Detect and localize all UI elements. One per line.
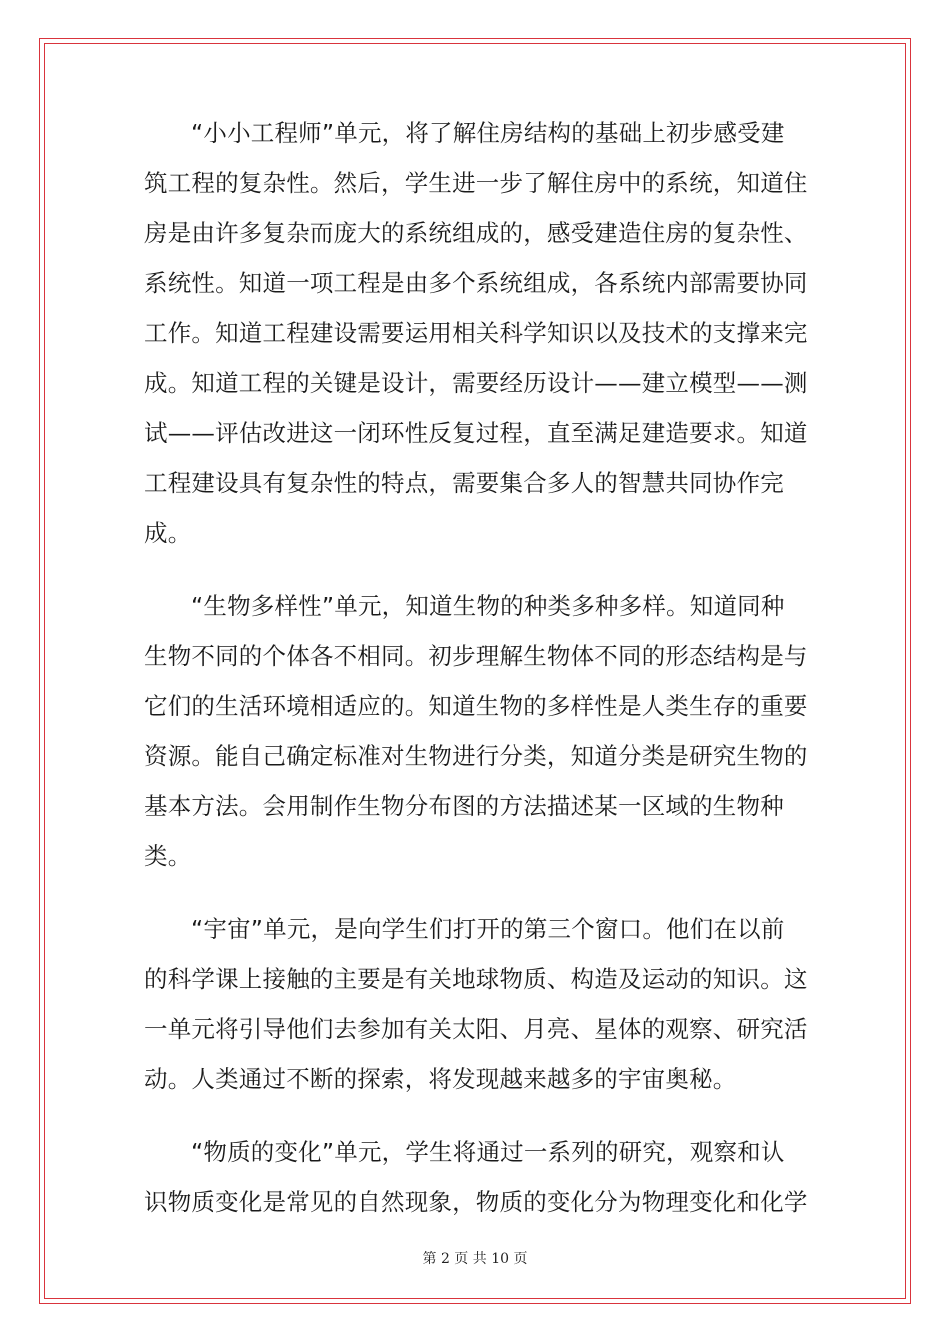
paragraph-universe-unit (144, 904, 809, 1104)
text-line: “生物多样性”单元，知道生物的种类多种多样。知道同种 (191, 592, 785, 620)
text-line: 成。知道工程的关键是设计，需要经历设计——建立模型——测 (144, 369, 808, 397)
text-line: 工作。知道工程建设需要运用相关科学知识以及技术的支撑来完 (144, 319, 808, 347)
text-line: 房是由许多复杂而庞大的系统组成的，感受建造住房的复杂性、 (144, 219, 808, 247)
text-line: 的科学课上接触的主要是有关地球物质、构造及运动的知识。这 (144, 965, 808, 993)
text-line: 动。人类通过不断的探索，将发现越来越多的宇宙奥秘。 (144, 1065, 737, 1093)
text-line: “宇宙”单元，是向学生们打开的第三个窗口。他们在以前 (191, 915, 785, 943)
text-line: 生物不同的个体各不相同。初步理解生物体不同的形态结构是与 (144, 642, 808, 670)
paragraph-engineer-unit (144, 108, 809, 558)
text-line: 系统性。知道一项工程是由多个系统组成，各系统内部需要协同 (144, 269, 808, 297)
text-line: 它们的生活环境相适应的。知道生物的多样性是人类生存的重要 (144, 692, 808, 720)
text-line: 工程建设具有复杂性的特点，需要集合多人的智慧共同协作完 (144, 469, 784, 497)
text-line: 资源。能自己确定标准对生物进行分类，知道分类是研究生物的 (144, 742, 808, 770)
page-number-footer: 第 2 页 共 10 页 (422, 1251, 528, 1267)
paragraph-matter-change-unit (144, 1127, 809, 1227)
text-line: “小小工程师”单元，将了解住房结构的基础上初步感受建 (191, 119, 785, 147)
text-line: 筑工程的复杂性。然后，学生进一步了解住房中的系统，知道住 (144, 169, 808, 197)
text-line: 成。 (144, 519, 192, 547)
document-body (144, 108, 809, 1250)
text-line: 基本方法。会用制作生物分布图的方法描述某一区域的生物种 (144, 792, 784, 820)
paragraph-biodiversity-unit (144, 581, 809, 881)
text-line: 识物质变化是常见的自然现象，物质的变化分为物理变化和化学 (144, 1188, 808, 1216)
text-line: 类。 (144, 842, 192, 870)
text-line: “物质的变化”单元，学生将通过一系列的研究，观察和认 (191, 1138, 785, 1166)
text-line: 试——评估改进这一闭环性反复过程，直至满足建造要求。知道 (144, 419, 808, 447)
text-line: 一单元将引导他们去参加有关太阳、月亮、星体的观察、研究活 (144, 1015, 808, 1043)
